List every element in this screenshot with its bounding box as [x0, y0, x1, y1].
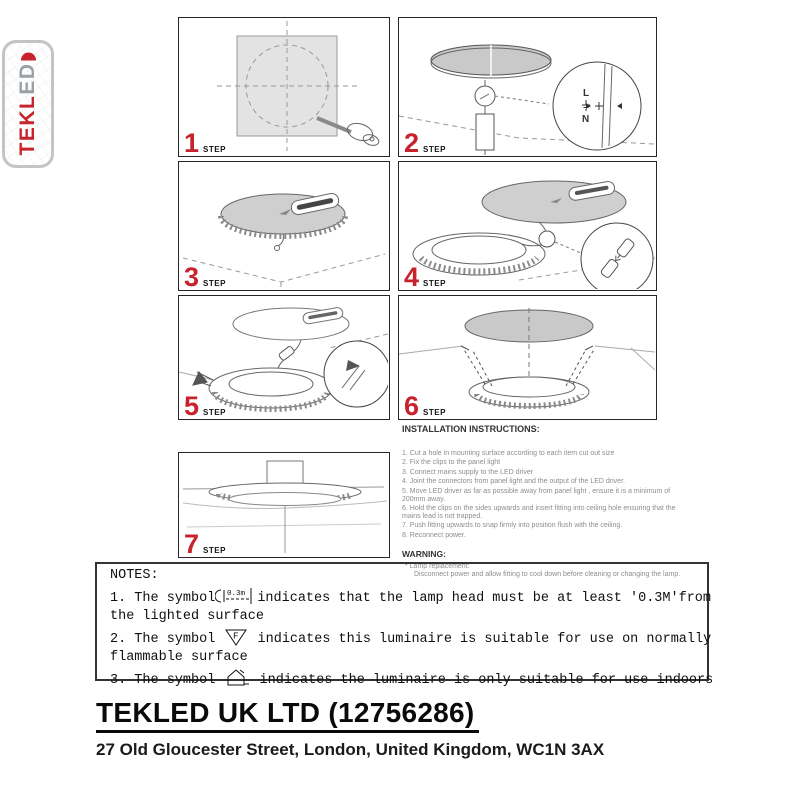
note-1-line-2: the lighted surface	[110, 609, 264, 625]
step-7-badge	[184, 529, 226, 559]
step-number: 1	[184, 128, 200, 158]
instruction-item: 3. Connect mains supply to the LED driver	[402, 468, 534, 476]
f-flammable-triangle-icon	[223, 627, 249, 647]
tekled-logo-text	[16, 52, 40, 155]
logo-text-red: TEKL	[16, 94, 39, 156]
step-label: STEP	[423, 279, 446, 288]
svg-text:F: F	[233, 630, 240, 642]
warning-title: WARNING:	[402, 548, 446, 559]
step-number: 2	[404, 128, 420, 158]
instruction-item: 4. Joint the connectors from panel light and the output of the LED driver.	[402, 478, 625, 486]
step-6-panel	[398, 295, 657, 420]
step-label: STEP	[203, 408, 226, 417]
step-3-badge	[184, 262, 226, 292]
step-1-badge	[184, 128, 226, 158]
step-number: 4	[404, 262, 420, 292]
step-6-badge	[404, 391, 446, 421]
installation-instructions	[402, 424, 690, 579]
step-label: STEP	[203, 546, 226, 555]
step-label: STEP	[423, 408, 446, 417]
company-address: 27 Old Gloucester Street, London, United Kingdom, WC1N 3AX	[96, 740, 605, 759]
led-driver-box	[476, 114, 494, 150]
magnifier-terminal-detail	[553, 62, 641, 150]
step-5-badge	[184, 391, 226, 421]
magnifier-clip-detail	[324, 341, 388, 407]
step-2-badge	[404, 128, 446, 158]
note-2-line-1: 2. The symbol F indicates this luminaire is suitable for use on normally	[110, 627, 707, 650]
step-number: 5	[184, 391, 200, 421]
indoor-use-house-icon	[223, 668, 251, 688]
step-label: STEP	[423, 145, 446, 154]
notes-box	[95, 562, 714, 688]
instruction-item: 8. Reconnect power.	[402, 531, 466, 539]
instruction-item: 1. Cut a hole in mounting surface according to each item cut out size	[402, 450, 615, 457]
led-dome-icon	[21, 52, 36, 60]
note-1-line-1: 1. The symbol 0.3m indicates that the lamp head must be at least '0.3M'from	[110, 586, 707, 609]
warning-item: * Lamp replacement:	[405, 562, 470, 570]
step-5-panel	[178, 295, 390, 420]
instructions-title: INSTALLATION INSTRUCTIONS:	[402, 424, 540, 434]
step-2-panel	[398, 17, 657, 157]
terminal-label-neutral: N	[582, 114, 590, 125]
warning-detail: Disconnect power and allow fitting to cool down before cleaning or changing the lamp.	[414, 570, 681, 578]
step-label: STEP	[203, 279, 226, 288]
step-4-badge	[404, 262, 446, 292]
instruction-item: 5. Move LED driver as far as possible away from panel light , ensure it is a minimum of 200mm away.	[402, 487, 671, 503]
note-3-line: 3. The symbol indicates the luminaire is only suitable for use indoors	[110, 668, 707, 691]
company-title: TEKLED UK LTD (12756286)	[96, 697, 479, 733]
magnifier-connector-detail	[581, 223, 653, 289]
note-2-line-2: flammable surface	[110, 650, 248, 666]
svg-text:0.3m: 0.3m	[227, 589, 246, 598]
step-3-panel	[178, 161, 390, 291]
logo-text-gray: ED	[16, 62, 39, 95]
step-1-panel	[178, 17, 390, 157]
instruction-item: 6. Hold the clips on the sides upwards and insert fitting into ceiling hole ensuring that the mains lead is not trapped.	[402, 504, 676, 520]
min-distance-0-3m-icon	[215, 586, 257, 606]
inline-connector	[278, 346, 295, 362]
step-number: 6	[404, 391, 420, 421]
instruction-item: 7. Push fitting upwards to snap firmly into position flush with the ceiling.	[402, 522, 623, 530]
step-4-panel	[398, 161, 657, 291]
instruction-item: 2. Fix the clips to the panel light	[402, 459, 501, 467]
step-number: 3	[184, 262, 200, 292]
step-7-panel	[178, 452, 390, 558]
step-number: 7	[184, 529, 200, 559]
tekled-logo	[2, 40, 54, 168]
step-label: STEP	[203, 145, 226, 154]
notes-title: NOTES:	[110, 568, 159, 583]
terminal-label-live: L	[583, 88, 590, 99]
